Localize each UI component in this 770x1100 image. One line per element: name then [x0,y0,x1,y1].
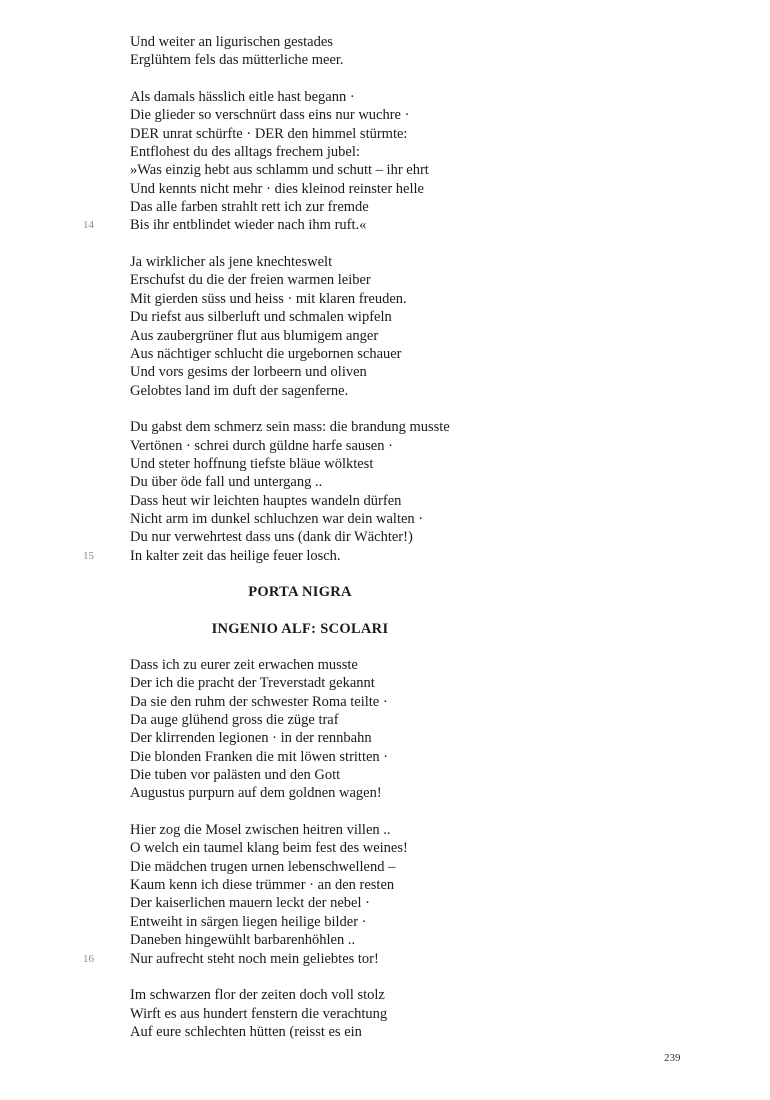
verse-line [130,656,550,674]
poem-dedication: INGENIO ALF: SCOLARI [211,620,389,637]
poem-porta-nigra [83,656,550,1041]
verse-text: Nicht arm im dunkel schluchzen war dein walten · [130,510,424,527]
verse-text: Die blonden Franken die mit löwen stritten · [130,748,389,765]
verse-text: Nur aufrecht steht noch mein geliebtes tor! [130,950,379,967]
verse-line [130,143,550,161]
stanza [83,821,550,968]
verse-text: Und vors gesims der lorbeern und oliven [130,364,367,381]
verse-line [130,180,550,198]
verse-text: Der kaiserlichen mauern leckt der nebel · [130,895,370,912]
verse-text: Entweiht in särgen liegen heilige bilder · [130,913,367,930]
page-number: 239 [664,1052,681,1064]
verse-text: Mit gierden süss und heiss · mit klaren freuden. [130,290,407,307]
verse-line [130,748,550,766]
verse-text: Erschufst du die der freien warmen leiber [130,272,371,289]
verse-line [130,510,550,528]
verse-line [130,253,550,271]
verse-text: Der klirrenden legionen · in der rennbahn [130,730,372,747]
verse-line [130,271,550,289]
verse-line [83,547,550,565]
verse-text: Wirft es aus hundert fenstern die verachtung [130,1005,388,1022]
verse-text: Aus nächtiger schlucht die urgebornen schauer [130,345,402,362]
stanza [130,986,550,1041]
verse-text: Hier zog die Mosel zwischen heitren villen .. [130,822,391,839]
verse-line [130,986,550,1004]
verse-text: Ja wirklicher als jene knechteswelt [130,254,333,271]
stanza [83,88,550,235]
verse-line [130,345,550,363]
verse-line [130,455,550,473]
verse-text: Die glieder so verschnürt dass eins nur wuchre · [130,107,410,124]
verse-line [130,308,550,326]
verse-text: Die mädchen trugen urnen lebenschwellend – [130,858,396,875]
verse-line [130,418,550,436]
verse-line [130,88,550,106]
stanza [130,253,550,400]
verse-text: Kaum kenn ich diese trümmer · an den resten [130,877,395,894]
line-number: 15 [83,549,94,562]
verse-line [130,492,550,510]
verse-line [130,674,550,692]
verse-line [130,198,550,216]
verse-line [130,1005,550,1023]
verse-line [130,528,550,546]
verse-text: Du riefst aus silberluft und schmalen wipfeln [130,309,392,326]
verse-line [130,766,550,784]
verse-line [130,1023,550,1041]
verse-line [130,931,550,949]
verse-line [130,473,550,491]
verse-text: Als damals hässlich eitle hast begann · [130,89,355,106]
verse-line [130,51,550,69]
verse-text: Dass ich zu eurer zeit erwachen musste [130,657,358,673]
verse-text: Auf eure schlechten hütten (reisst es ein [130,1023,362,1040]
verse-text: »Was einzig hebt aus schlamm und schutt – ihr ehrt [130,162,429,179]
verse-line [130,858,550,876]
verse-text: Da sie den ruhm der schwester Roma teilte · [130,693,388,710]
verse-line [130,327,550,345]
verse-text: Im schwarzen flor der zeiten doch voll stolz [130,987,385,1004]
verse-text: Und kennts nicht mehr · dies kleinod reinster helle [130,180,424,197]
verse-line [130,711,550,729]
verse-line [130,693,550,711]
verse-text: Dass heut wir leichten hauptes wandeln dürfen [130,492,402,509]
verse-line [130,913,550,931]
verse-line [83,216,550,234]
verse-text: Aus zaubergrüner flut aus blumigem anger [130,327,379,344]
verse-text: Augustus purpurn auf dem goldnen wagen! [130,785,382,802]
verse-line [130,784,550,802]
verse-text: Und steter hoffnung tiefste bläue wölktest [130,455,374,472]
verse-line [130,729,550,747]
verse-text: Gelobtes land im duft der sagenferne. [130,382,349,399]
verse-text: Daneben hingewühlt barbarenhöhlen .. [130,932,356,949]
verse-line [130,290,550,308]
verse-text: Entflohest du des alltags frechem jubel: [130,144,360,161]
stanza [130,33,550,70]
verse-line [130,839,550,857]
text-block [83,33,550,1060]
verse-text: Der ich die pracht der Treverstadt gekannt [130,675,375,692]
verse-line [130,894,550,912]
verse-text: Die tuben vor palästen und den Gott [130,767,341,784]
verse-line [130,363,550,381]
verse-text: Du gabst dem schmerz sein mass: die brandung musste [130,419,450,436]
verse-line [130,125,550,143]
verse-text: Du über öde fall und untergang .. [130,474,323,491]
verse-line [130,33,550,51]
line-number: 16 [83,952,94,965]
verse-line [130,821,550,839]
verse-text: Und weiter an ligurischen gestades [130,34,333,50]
stanza [130,656,550,803]
stanza [83,418,550,565]
verse-text: DER unrat schürfte · DER den himmel stürmte: [130,125,408,142]
verse-text: Erglühtem fels das mütterliche meer. [130,52,344,69]
verse-text: O welch ein taumel klang beim fest des weines! [130,840,408,857]
verse-text: In kalter zeit das heilige feuer losch. [130,547,341,564]
verse-text: Das alle farben strahlt rett ich zur fremde [130,199,369,216]
verse-text: Du nur verwehrtest dass uns (dank dir Wächter!) [130,529,413,546]
line-number: 14 [83,219,94,232]
verse-text: Da auge glühend gross die züge traf [130,712,339,729]
verse-line [130,106,550,124]
poem-continuation [83,33,550,565]
verse-line [83,950,550,968]
verse-line [130,437,550,455]
verse-line [130,382,550,400]
verse-text: Vertönen · schrei durch güldne harfe sausen · [130,437,393,454]
poem-title: PORTA NIGRA [248,584,352,601]
verse-line [130,876,550,894]
verse-line [130,161,550,179]
verse-text: Bis ihr entblindet wieder nach ihm ruft.« [130,217,367,234]
